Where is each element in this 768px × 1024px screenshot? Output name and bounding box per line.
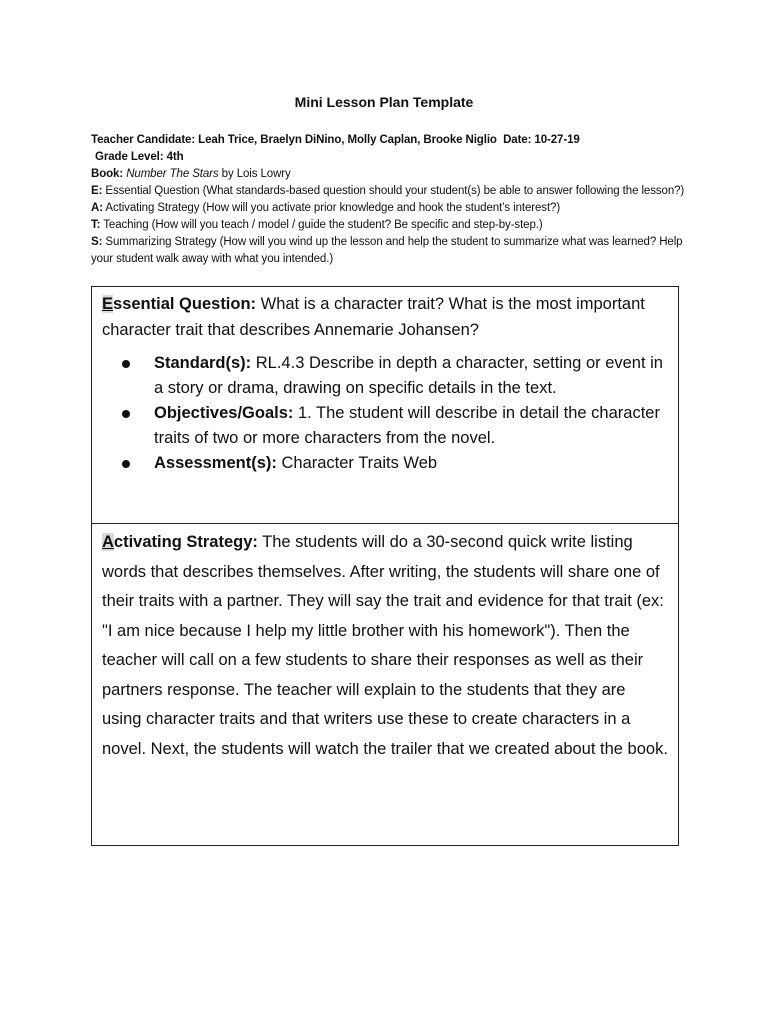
teacher-value: Leah Trice, Braelyn DiNino, Molly Caplan, Brooke Niglio [195,134,497,146]
bullet-icon [122,410,130,418]
s-text: Summarizing Strategy (How will you wind up the lesson and help the student to summarize what was learned? Help your student walk away with what you intended.) [91,236,683,265]
grade-value: 4th [163,151,184,163]
activating-strategy [102,528,668,764]
essential-text: What is a character trait? What is the most important character trait that describes Annemarie Johansen? [102,295,645,339]
a-text: Activating Strategy (How will you activate prior knowledge and hook the student’s interest?) [102,202,561,214]
essential-question [102,291,668,343]
book-line [91,166,691,183]
activating-initial: A [102,533,114,551]
item-label: Assessment(s): [154,454,277,472]
page-title: Mini Lesson Plan Template [294,94,474,110]
essential-question-box [91,286,679,524]
book-label: Book: [91,168,124,180]
item-text: 1. The student will describe in detail the character traits of two or more characters from the novel. [154,404,660,447]
date-value: 10-27-19 [531,134,580,146]
essential-initial: E [102,295,114,313]
book-author: by Lois Lowry [218,168,291,180]
teacher-label: Teacher Candidate: [91,134,196,146]
lesson-header [91,132,691,268]
bullet-icon [122,360,130,368]
bullet-icon [122,460,130,468]
date-label: Date: [503,134,532,146]
e-text: Essential Question (What standards-based question should your student(s) be able to answer following the lesson?) [102,185,685,197]
activating-strategy-box [91,524,679,846]
t-text: Teaching (How will you teach / model / guide the student? Be specific and step-by-step.) [100,219,543,231]
essential-items [102,351,668,476]
activating-text: The students will do a 30-second quick write listing words that describes themselves. After writing, the students will share one of their traits with a partner. They will say the trait and evidence for that trait (ex: "I am nice because I help my little brother with his homework"). Then the teacher will call on a few students to share their responses as well as their partners response. The teacher will explain to the students that they are using character traits and that writers use these to create characters in a novel. Next, the students will watch the trailer that we created about the book. [102,533,668,758]
e-line [91,183,691,200]
list-item [122,351,668,401]
a-label: A: [91,202,103,214]
grade-line [91,149,691,166]
book-title: Number The Stars [126,168,219,180]
s-label: S: [91,236,103,248]
list-item [122,401,668,451]
e-label: E: [91,185,103,197]
item-label: Objectives/Goals: [154,404,294,422]
t-line [91,217,691,234]
t-label: T: [91,219,101,231]
activating-label: ctivating Strategy: [113,533,258,551]
s-line [91,234,691,268]
item-text: Character Traits Web [276,454,438,472]
essential-label: ssential Question: [113,295,257,313]
item-text: RL.4.3 Describe in depth a character, setting or event in a story or drama, drawing on specific details in the text. [154,354,663,397]
grade-label: Grade Level: [95,151,164,163]
list-item [122,451,668,476]
teacher-line [91,132,691,149]
item-label: Standard(s): [154,354,252,372]
a-line [91,200,691,217]
